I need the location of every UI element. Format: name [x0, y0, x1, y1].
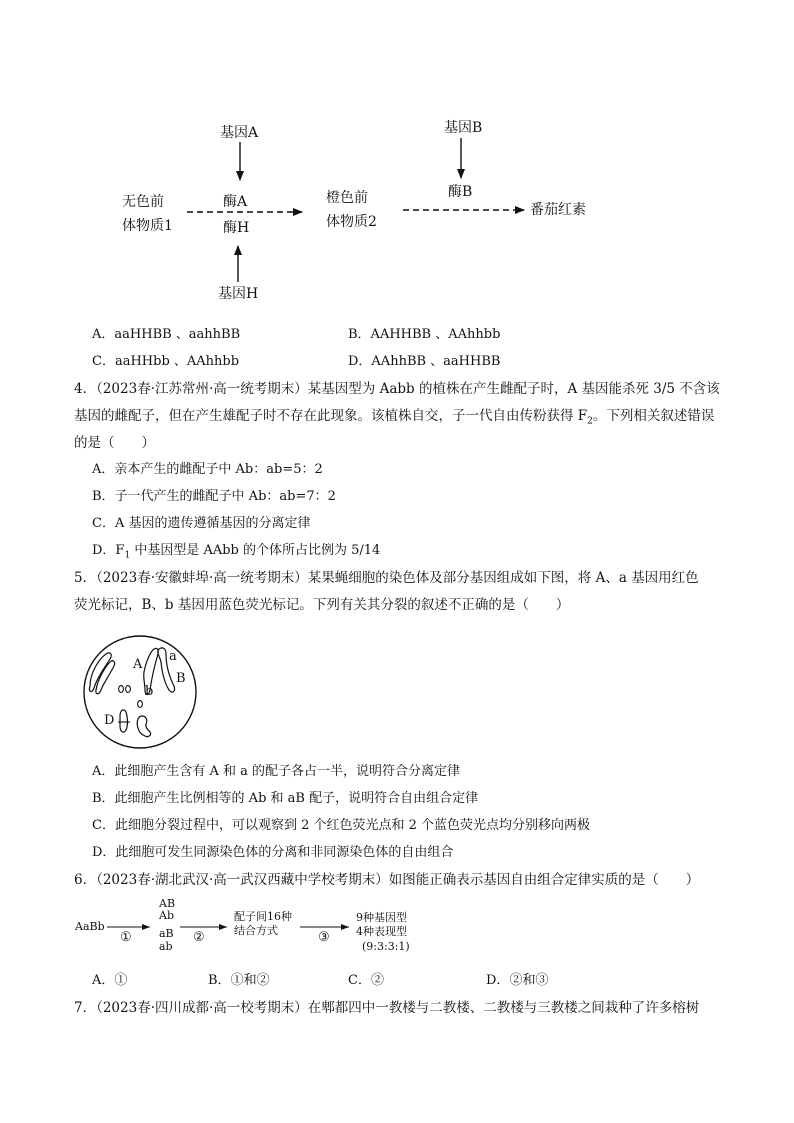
precursor-1-line2: 体物质1	[122, 218, 173, 234]
cell-diagram	[70, 632, 210, 752]
q4-stem-line3: 的是（ ）	[74, 435, 155, 451]
q3-option-b: B．AAHHBB 、AAhhbb	[348, 327, 501, 342]
cell-label-A: A	[133, 657, 143, 672]
gamete-4: ab	[159, 940, 173, 953]
gene-a-label: 基因A	[220, 125, 259, 141]
q4-option-c: C．A 基因的遗传遵循基因的分离定律	[92, 516, 311, 531]
chromosome-d	[120, 710, 128, 732]
gene-b-label: 基因B	[444, 120, 483, 136]
result-line2: 4种表现型	[356, 925, 407, 938]
chromosome-left-1	[89, 653, 111, 692]
chromosome-hook	[137, 716, 150, 737]
gamete-1: AB	[159, 897, 176, 910]
q4-stem-line2: 基因的雌配子，但在产生雄配子时不存在此现象。该植株自交，子一代自由传粉获得 $F_2$。下列相关叙述错误	[74, 408, 715, 427]
genotype-aabb: AaBb	[75, 920, 105, 933]
q6-option-c: C．②	[348, 973, 384, 988]
combination-line2: 结合方式	[234, 924, 278, 937]
pathway-diagram	[0, 0, 794, 310]
result-line1: 9种基因型	[356, 911, 407, 924]
q7-stem-line1: 7．（2023春·四川成都·高一校考期末）在郫都四中一教楼与二教楼、二教楼与三教楼之间栽种了许多榕树	[74, 1000, 700, 1016]
combination-line1: 配子间16种	[234, 910, 292, 923]
cell-label-a: a	[169, 649, 177, 664]
precursor-2-line1: 橙色前	[326, 190, 368, 206]
product-label: 番茄红素	[530, 202, 586, 218]
cell-label-B: B	[176, 671, 186, 686]
cell-label-b: b	[145, 684, 154, 699]
dot-chromosome-3	[138, 701, 143, 708]
q4-option-d: D．$F_1$ 中基因型是 AAbb 的个体所占比例为 5/14	[92, 543, 381, 561]
gene-h-label: 基因H	[218, 286, 259, 302]
q5-option-a: A．此细胞产生含有 A 和 a 的配子各占一半，说明符合分离定律	[92, 764, 461, 779]
gamete-3: aB	[159, 927, 174, 940]
q3-option-d: D．AAhhBB 、aaHHBB	[348, 354, 501, 369]
gamete-2: Ab	[159, 909, 174, 922]
q5-option-d: D．此细胞可发生同源染色体的分离和非同源染色体的自由组合	[92, 845, 454, 860]
enzyme-b-label: 酶B	[448, 184, 473, 200]
step3-label: ③	[318, 930, 330, 945]
result-line3: (9:3:3:1)	[362, 940, 410, 953]
q5-option-b: B．此细胞产生比例相等的 Ab 和 aB 配子，说明符合自由组合定律	[92, 791, 479, 806]
step2-label: ②	[193, 930, 205, 945]
q5-stem-line2: 荧光标记，B、b 基因用蓝色荧光标记。下列有关其分裂的叙述不正确的是（ ）	[74, 597, 570, 613]
step1-label: ①	[120, 930, 132, 945]
q6-option-a: A．①	[92, 973, 128, 988]
q6-stem: 6．（2023春·湖北武汉·高一武汉西藏中学校考期末）如图能正确表示基因自由组合定律实质的是（ ）	[74, 872, 700, 888]
q3-option-c: C．aaHHbb 、AAhhbb	[92, 354, 240, 369]
q5-stem-line1: 5．（2023春·安徽蚌埠·高一统考期末）某果蝇细胞的染色体及部分基因组成如下图，将 A、a 基因用红色	[74, 570, 699, 586]
cell-label-D: D	[104, 713, 115, 728]
q6-option-b: B．①和②	[208, 973, 270, 988]
q6-option-d: D．②和③	[486, 973, 549, 988]
q4-option-a: A．亲本产生的雌配子中 Ab：ab=5：2	[92, 462, 323, 477]
enzyme-h-label: 酶H	[223, 220, 250, 236]
precursor-2-line2: 体物质2	[326, 214, 377, 230]
enzyme-a-label: 酶A	[223, 194, 248, 210]
q4-stem-line1: 4．（2023春·江苏常州·高一统考期末）某基因型为 Aabb 的植株在产生雌配子时，A 基因能杀死 3/5 不含该	[74, 381, 720, 397]
dot-chromosome-2	[126, 686, 131, 693]
q3-option-a: A．aaHHBB 、aahhBB	[92, 327, 241, 342]
q5-option-c: C．此细胞分裂过程中，可以观察到 2 个红色荧光点和 2 个蓝色荧光点均分别移向两极	[92, 818, 591, 833]
q4-option-b: B．子一代产生的雌配子中 Ab：ab=7：2	[92, 489, 336, 504]
precursor-1-line1: 无色前	[122, 194, 164, 210]
dot-chromosome-1	[119, 686, 124, 693]
